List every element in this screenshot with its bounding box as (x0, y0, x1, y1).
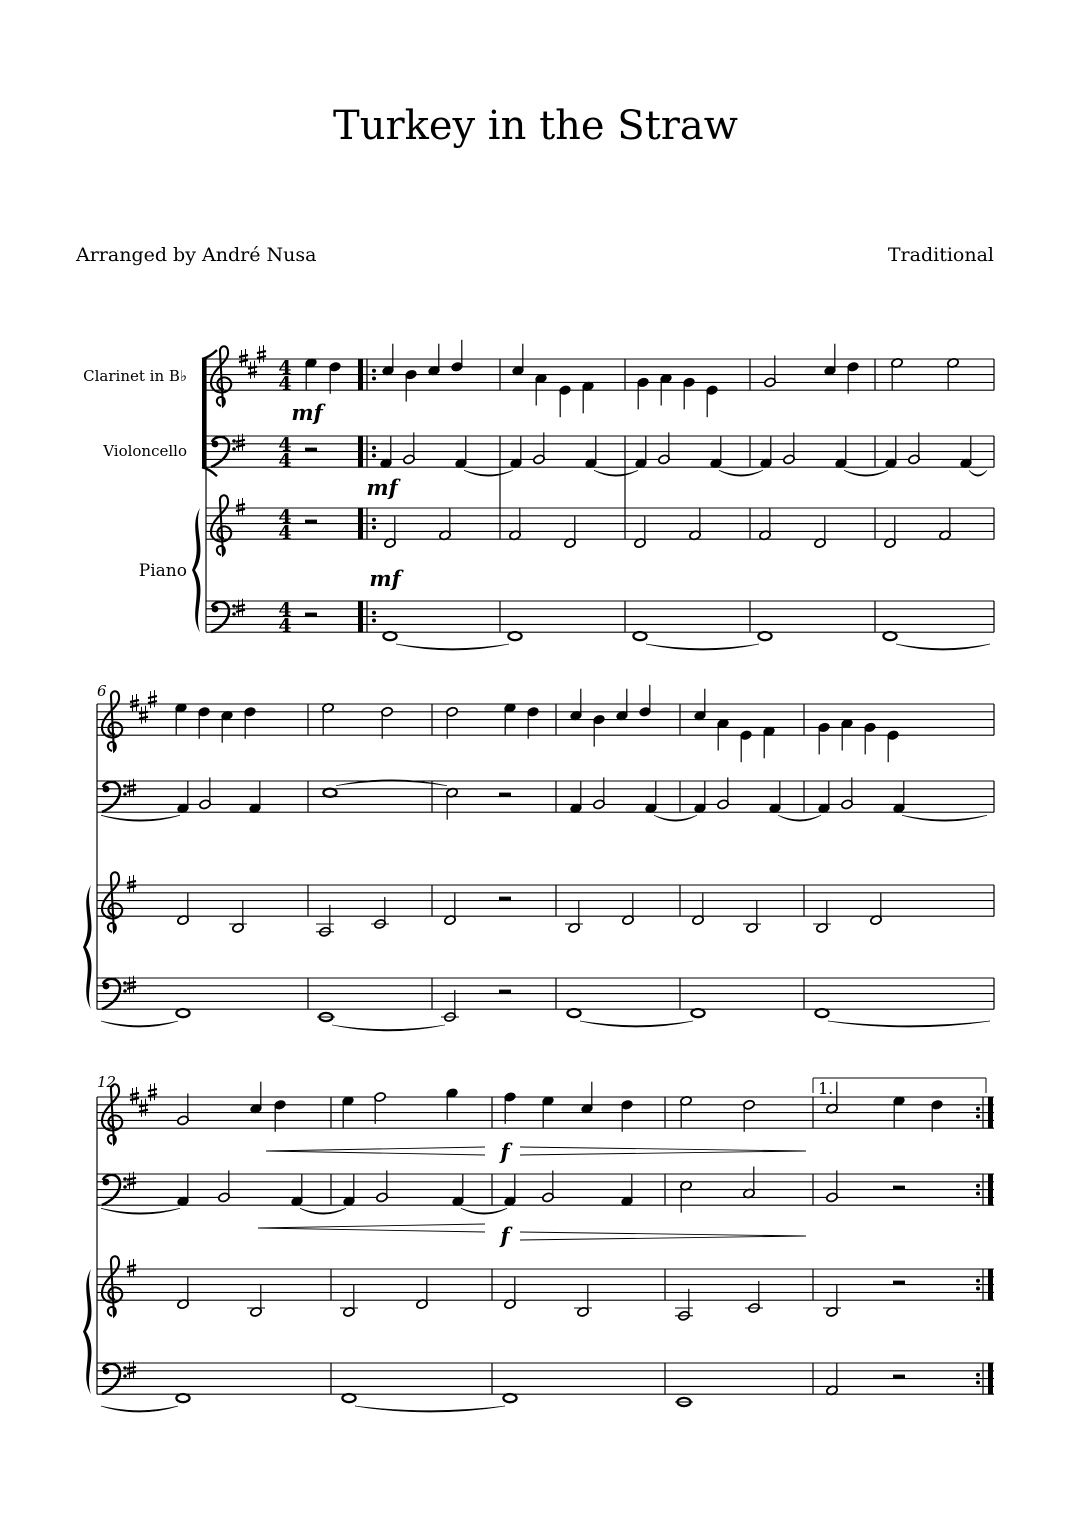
instrument-label-piano: Piano (138, 561, 187, 582)
arranger-credit: Arranged by André Nusa (76, 244, 317, 266)
system-bracket (202, 359, 206, 467)
treble-clef (102, 872, 122, 932)
bass-clef-dot (232, 447, 236, 451)
crescendo-hairpin (258, 1228, 485, 1232)
sharp-sign (127, 886, 136, 888)
bass-clef-dot (232, 439, 236, 443)
tie (332, 1025, 445, 1031)
sharp-sign (130, 705, 139, 707)
tie (461, 1208, 507, 1214)
time-signature-bottom: 4 (278, 373, 292, 395)
sharp-sign (130, 700, 139, 702)
half-rest (305, 448, 317, 452)
bass-clef-dot (123, 784, 127, 788)
dynamic-mf: mf (291, 400, 323, 425)
sharp-sign (236, 509, 245, 511)
sharp-sign (127, 1270, 136, 1272)
piano-brace (83, 885, 92, 1009)
whole-note (176, 1009, 189, 1017)
whole-note (508, 632, 521, 640)
bass-clef-dot (212, 606, 219, 613)
whole-note (323, 789, 336, 797)
sharp-sign (127, 881, 136, 883)
whole-note (758, 632, 771, 640)
repeat-dot (372, 619, 376, 623)
time-signature-bottom: 4 (278, 522, 292, 544)
whole-note (633, 632, 646, 640)
tie (101, 1406, 178, 1412)
time-signature-top: 4 (278, 599, 292, 621)
sharp-sign (148, 1094, 157, 1096)
time-signature-top: 4 (278, 434, 292, 456)
bass-clef-dot (232, 612, 236, 616)
tie (844, 470, 888, 476)
dynamic-f: f (500, 1139, 510, 1164)
piano-brace (83, 1269, 92, 1394)
tie (902, 815, 987, 821)
sharp-sign (127, 982, 136, 984)
whole-note (503, 1394, 516, 1402)
sharp-sign (236, 610, 245, 612)
sharp-sign (127, 785, 136, 787)
sharp-sign (127, 1178, 136, 1180)
treble-clef (102, 1084, 122, 1144)
system-bracket (202, 350, 217, 359)
sharp-sign (236, 605, 245, 607)
repeat-dot (976, 1287, 980, 1291)
treble-clef (102, 1256, 122, 1316)
crescendo-hairpin (258, 1224, 485, 1228)
tie (396, 644, 509, 650)
sharp-sign (148, 701, 157, 703)
bass-clef-dot (103, 1368, 110, 1375)
bass-clef-dot (212, 441, 219, 448)
tie (355, 1406, 505, 1412)
sharp-sign (127, 790, 136, 792)
half-rest (893, 1281, 905, 1285)
sharp-sign (139, 1110, 148, 1112)
repeat-dot (372, 611, 376, 615)
sharp-sign (236, 445, 245, 447)
sharp-sign (148, 696, 157, 698)
whole-note (342, 1394, 355, 1402)
tie (101, 1021, 178, 1027)
bass-clef-dot (232, 604, 236, 608)
repeat-barline-thick (358, 508, 363, 539)
system-bracket (202, 467, 217, 476)
bass-clef-dot (123, 1177, 127, 1181)
repeat-dot (372, 518, 376, 522)
sharp-sign (236, 504, 245, 506)
half-rest (499, 793, 511, 797)
repeat-dot (976, 1381, 980, 1385)
repeat-barline-thick (358, 601, 363, 632)
repeat-dot (372, 377, 376, 381)
sharp-sign (130, 1098, 139, 1100)
time-signature-bottom: 4 (278, 450, 292, 472)
tie (594, 470, 638, 476)
measure-number: 6 (97, 682, 107, 700)
treble-clef (102, 691, 122, 751)
half-rest (893, 1375, 905, 1379)
tie (719, 470, 763, 476)
diminuendo-hairpin (520, 1151, 806, 1155)
tie (654, 815, 697, 821)
dynamic-mf: mf (366, 475, 398, 500)
sharp-sign (127, 1367, 136, 1369)
sharp-sign (127, 1372, 136, 1374)
tie (896, 644, 990, 650)
bass-clef-dot (103, 983, 110, 990)
tie (101, 1208, 180, 1214)
time-signature-top: 4 (278, 357, 292, 379)
sharp-sign (127, 1183, 136, 1185)
repeat-barline-thick (358, 359, 363, 390)
sharp-sign (236, 440, 245, 442)
time-signature-bottom: 4 (278, 615, 292, 637)
diminuendo-hairpin (520, 1232, 806, 1236)
crescendo-hairpin (266, 1147, 485, 1151)
bass-clef-dot (123, 989, 127, 993)
whole-note (176, 1394, 189, 1402)
tie (300, 1208, 346, 1214)
repeat-dot (976, 1184, 980, 1188)
repeat-barline-thick (358, 436, 363, 467)
measure-number: 12 (97, 1073, 117, 1091)
bass-clef-dot (123, 981, 127, 985)
tie (646, 644, 759, 650)
diminuendo-hairpin (520, 1147, 806, 1151)
repeat-dot (976, 1115, 980, 1119)
half-rest (305, 520, 317, 524)
bass-clef-dot (103, 1179, 110, 1186)
volta-label: 1. (818, 1079, 834, 1098)
tie (778, 815, 821, 821)
bass-clef-dot (123, 1185, 127, 1189)
sharp-sign (257, 356, 266, 358)
repeat-barline-thick (988, 1269, 993, 1300)
bass-clef-dot (123, 792, 127, 796)
sharp-sign (127, 1265, 136, 1267)
whole-note (691, 1009, 704, 1017)
treble-clef (211, 495, 231, 555)
repeat-dot (976, 1373, 980, 1377)
dynamic-f: f (500, 1223, 510, 1248)
crescendo-hairpin (266, 1151, 485, 1155)
whole-note (567, 1009, 580, 1017)
sharp-sign (130, 1093, 139, 1095)
whole-note (815, 1009, 828, 1017)
repeat-barline-thick (988, 1174, 993, 1205)
repeat-dot (976, 1107, 980, 1111)
repeat-barline-thick (988, 1363, 993, 1394)
time-signature-top: 4 (278, 506, 292, 528)
instrument-label-clarinet: Clarinet in B♭ (83, 367, 187, 385)
sharp-sign (127, 987, 136, 989)
repeat-dot (976, 1192, 980, 1196)
sharp-sign (239, 355, 248, 357)
tie (969, 470, 987, 476)
score-title: Turkey in the Straw (333, 103, 738, 149)
tie (828, 1021, 990, 1027)
sharp-sign (139, 717, 148, 719)
repeat-dot (976, 1279, 980, 1283)
repeat-dot (372, 526, 376, 530)
sharp-sign (248, 372, 257, 374)
composer-credit: Traditional (887, 244, 994, 266)
piano-brace (192, 508, 201, 632)
repeat-barline-thick (988, 1097, 993, 1128)
sharp-sign (239, 360, 248, 362)
half-rest (499, 897, 511, 901)
diminuendo-hairpin (520, 1236, 806, 1240)
sharp-sign (257, 351, 266, 353)
dynamic-mf: mf (369, 566, 401, 591)
instrument-label-cello: Violoncello (103, 442, 187, 460)
sharp-sign (148, 1089, 157, 1091)
bass-clef-dot (103, 786, 110, 793)
whole-note (383, 632, 396, 640)
half-rest (893, 1186, 905, 1190)
repeat-dot (372, 454, 376, 458)
tie (464, 470, 513, 476)
tie (101, 815, 180, 821)
repeat-dot (372, 446, 376, 450)
bass-clef-dot (123, 1374, 127, 1378)
treble-clef (211, 346, 231, 406)
half-rest (499, 990, 511, 994)
half-rest (305, 613, 317, 617)
whole-note (883, 632, 896, 640)
bass-clef-dot (123, 1366, 127, 1370)
repeat-dot (372, 369, 376, 373)
tie (580, 1021, 693, 1027)
